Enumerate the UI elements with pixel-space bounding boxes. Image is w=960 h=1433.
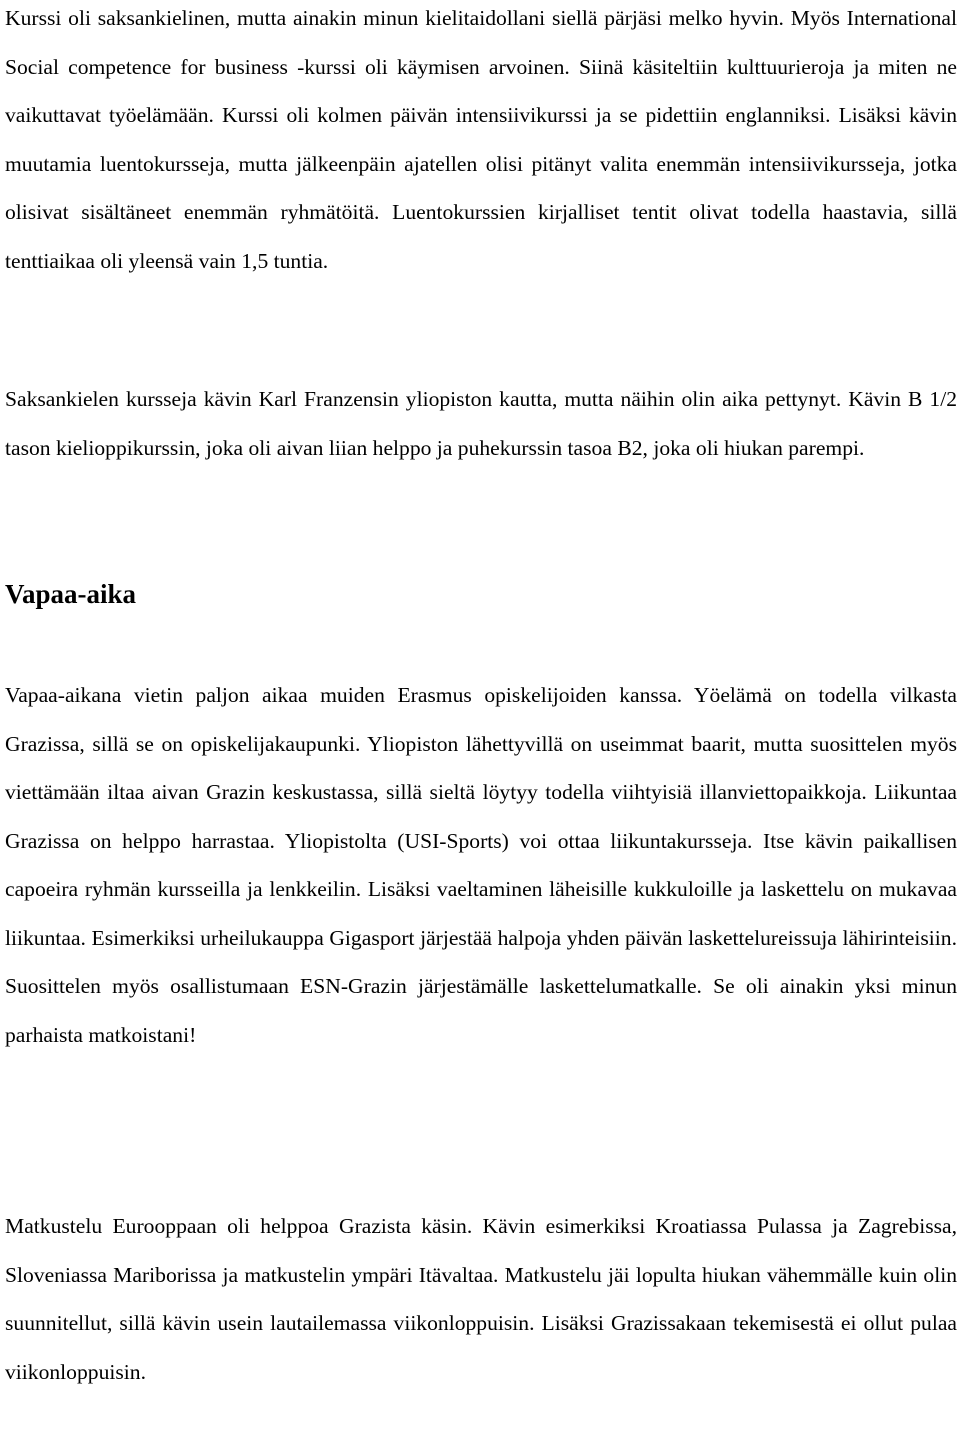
paragraph-courses: Kurssi oli saksankielinen, mutta ainakin minun kielitaidollani siellä pärjäsi melko hyvin. Myös International Social competence for business -kurssi oli käymisen arvoinen. Siinä käsiteltiin kulttuurieroja ja miten ne vaikuttavat työelämään. Kurssi oli kolmen päivän intensiivikurssi ja se pidettiin englanniksi. Lisäksi kävin muutamia luentokursseja, mutta jälkeenpäin ajatellen olisi pitänyt valita enemmän intensiivikursseja, jotka olisivat sisältäneet enemmän ryhmätöitä. Luentokurssien kirjalliset tentit olivat todella haastavia, sillä tenttiaikaa oli yleensä vain 1,5 tuntia. xyxy=(5,6,957,273)
section-heading-vapaa-aika: Vapaa-aika xyxy=(5,579,137,609)
paragraph-language-courses: Saksankielen kursseja kävin Karl Franzensin yliopiston kautta, mutta näihin olin aika pettynyt. Kävin B 1/2 tason kielioppikurssin, joka oli aivan liian helppo ja puhekurssin tasoa B2, joka oli hiukan parempi. xyxy=(5,387,957,460)
paragraph-travel: Matkustelu Eurooppaan oli helppoa Grazista käsin. Kävin esimerkiksi Kroatiassa Pulassa ja Zagrebissa, Sloveniassa Mariborissa ja matkustelin ympäri Itävaltaa. Matkustelu jäi lopulta hiukan vähemmälle kuin olin suunnitellut, sillä kävin usein lautailemassa viikonloppuisin. Lisäksi Grazissakaan tekemisestä ei ollut pulaa viikonloppuisin. xyxy=(5,1214,957,1384)
paragraph-free-time: Vapaa-aikana vietin paljon aikaa muiden Erasmus opiskelijoiden kanssa. Yöelämä on todella vilkasta Grazissa, sillä se on opiskelijakaupunki. Yliopiston lähettyvillä on useimmat baarit, mutta suosittelen myös viettämään iltaa aivan Grazin keskustassa, sillä sieltä löytyy todella viihtyisiä illanviettopaikkoja. Liikuntaa Grazissa on helppo harrastaa. Yliopistolta (USI-Sports) voi ottaa liikuntakursseja. Itse kävin paikallisen capoeira ryhmän kursseilla ja lenkkeilin. Lisäksi vaeltaminen läheisille kukkuloille ja laskettelu on mukavaa liikuntaa. Esimerkiksi urheilukauppa Gigasport järjestää halpoja yhden päivän laskettelureissuja lähirinteisiin. Suosittelen myös osallistumaan ESN-Grazin järjestämälle laskettelumatkalle. Se oli ainakin yksi minun parhaista matkoistani! xyxy=(5,683,957,1047)
